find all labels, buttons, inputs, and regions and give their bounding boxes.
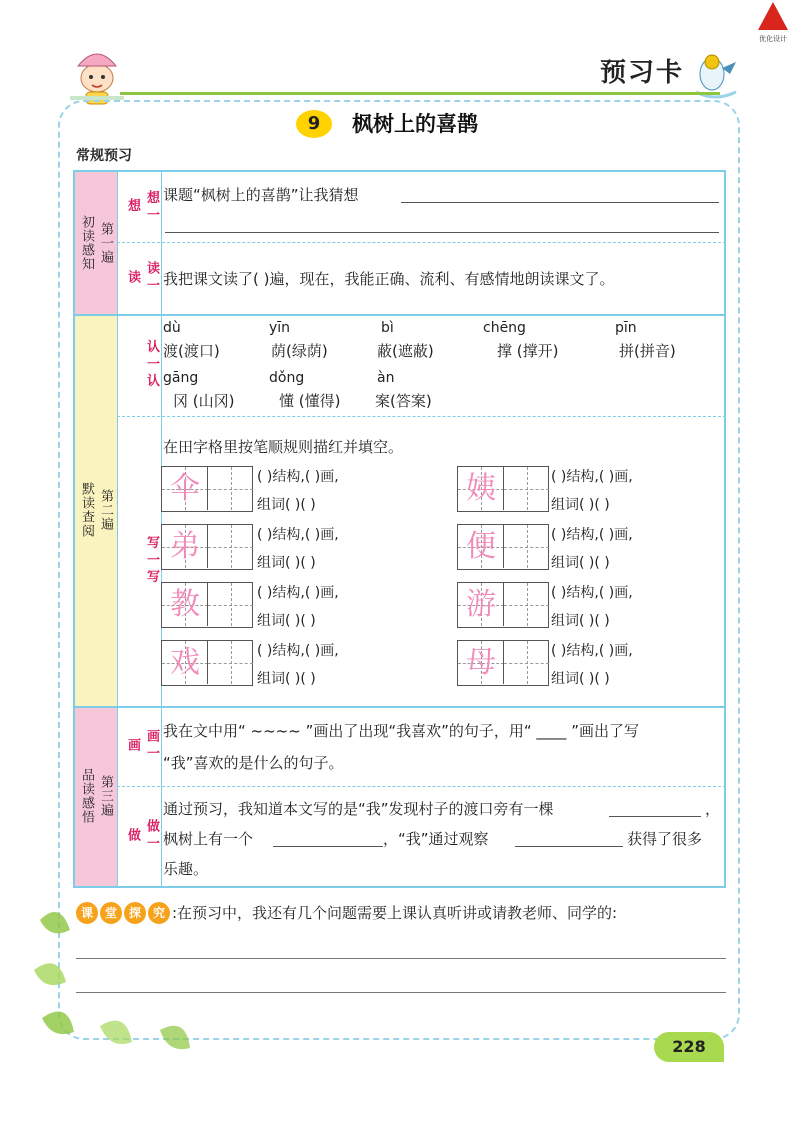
trace-cell — [458, 525, 504, 568]
trace-cell — [162, 641, 208, 684]
structure-blank[interactable]: ( )结构,( )画, — [551, 643, 633, 659]
draw-instruction-line1: 我在文中用“ ~~~~ ”画出了出现“我喜欢”的句子，用“ ____ ”画出了写 — [163, 722, 639, 740]
explore-bead: 究 — [148, 902, 170, 924]
divider — [117, 242, 726, 243]
word-blank[interactable]: 组词( )( ) — [551, 497, 610, 513]
card-title: 预习卡 — [600, 58, 685, 88]
write-cell[interactable] — [503, 467, 549, 510]
pinyin: chēng — [483, 320, 526, 336]
word-blank[interactable]: 组词( )( ) — [257, 671, 316, 687]
pinyin: yīn — [269, 320, 291, 336]
trace-cell — [458, 583, 504, 626]
vocab-word: 荫(绿荫) — [271, 342, 328, 360]
vocab-word: 蔽(遮蔽) — [377, 342, 434, 360]
phase-2-desc: 默读查阅 — [79, 482, 94, 538]
trace-cell — [458, 641, 504, 684]
explore-prompt: :在预习中，我还有几个问题需要上课认真听讲或请教老师、同学的: — [172, 904, 618, 922]
pinyin: àn — [377, 370, 395, 386]
tianzige — [457, 524, 549, 570]
write-cell[interactable] — [207, 467, 253, 510]
answer-blank[interactable] — [401, 202, 719, 203]
do-line2-part2: ，“我”通过观察 — [383, 830, 489, 848]
explore-bead: 堂 — [100, 902, 122, 924]
trace-character: 姨 — [466, 471, 496, 506]
vocab-word: 撑 (撑开) — [497, 342, 559, 360]
do-line3: 乐趣。 — [163, 860, 209, 878]
tianzige — [161, 524, 253, 570]
write-cell[interactable] — [503, 641, 549, 684]
preview-table — [73, 170, 726, 888]
vocab-word: 案(答案) — [375, 392, 432, 410]
header-divider — [120, 92, 720, 95]
write-cell[interactable] — [503, 525, 549, 568]
answer-blank[interactable] — [609, 816, 701, 817]
explore-bead: 探 — [124, 902, 146, 924]
draw-instruction-line2: “我”喜欢的是什么的句子。 — [163, 754, 344, 772]
tianzige — [161, 640, 253, 686]
logo-text: 优化设计 — [759, 35, 787, 43]
think-prompt: 课题“枫树上的喜鹊”让我猜想 — [163, 186, 359, 204]
lesson-number-badge: 9 — [296, 110, 332, 138]
word-blank[interactable]: 组词( )( ) — [551, 671, 610, 687]
tianzige — [457, 582, 549, 628]
word-blank[interactable]: 组词( )( ) — [551, 555, 610, 571]
trace-cell — [162, 583, 208, 626]
logo-triangle-icon — [758, 2, 788, 30]
do-line1-end: ， — [705, 800, 721, 818]
trace-character: 教 — [170, 587, 200, 622]
section-label: 常规预习 — [76, 148, 132, 164]
vocab-word: 拼(拼音) — [619, 342, 676, 360]
tianzige — [161, 466, 253, 512]
write-instruction: 在田字格里按笔顺规则描红并填空。 — [163, 438, 404, 456]
task-think: 想一想 — [125, 190, 159, 224]
bird-illustration — [690, 44, 740, 104]
trace-character: 母 — [466, 645, 496, 680]
mascot-illustration — [66, 40, 128, 106]
phase-3-cell — [75, 706, 117, 886]
task-recognize: 认一认 — [144, 339, 159, 391]
structure-blank[interactable]: ( )结构,( )画, — [257, 585, 339, 601]
word-blank[interactable]: 组词( )( ) — [257, 613, 316, 629]
pinyin: pīn — [615, 320, 637, 336]
do-line2-part3: 获得了很多 — [627, 830, 703, 848]
divider — [117, 172, 118, 886]
trace-character: 便 — [466, 529, 496, 564]
structure-blank[interactable]: ( )结构,( )画, — [257, 527, 339, 543]
structure-blank[interactable]: ( )结构,( )画, — [257, 469, 339, 485]
task-draw: 画一画 — [125, 729, 159, 763]
tianzige — [457, 640, 549, 686]
word-blank[interactable]: 组词( )( ) — [257, 497, 316, 513]
vocab-word: 懂 (懂得) — [279, 392, 341, 410]
structure-blank[interactable]: ( )结构,( )画, — [551, 527, 633, 543]
trace-character: 弟 — [170, 529, 200, 564]
phase-2-label: 第二遍 — [98, 489, 113, 531]
page-number: 228 — [654, 1032, 724, 1062]
phase-3-desc: 品读感悟 — [79, 768, 94, 824]
structure-blank[interactable]: ( )结构,( )画, — [551, 585, 633, 601]
vocab-word: 渡(渡口) — [163, 342, 220, 360]
trace-cell — [162, 525, 208, 568]
task-write: 写一写 — [144, 535, 159, 587]
answer-blank[interactable] — [515, 846, 623, 847]
write-cell[interactable] — [207, 525, 253, 568]
tianzige — [161, 582, 253, 628]
tianzige — [457, 466, 549, 512]
write-cell[interactable] — [207, 583, 253, 626]
divider — [75, 706, 726, 708]
phase-1-label: 第一遍 — [98, 222, 113, 264]
structure-blank[interactable]: ( )结构,( )画, — [257, 643, 339, 659]
publisher-logo — [748, 2, 798, 50]
word-blank[interactable]: 组词( )( ) — [551, 613, 610, 629]
pinyin: dǒng — [269, 370, 305, 386]
read-statement: 我把课文读了( )遍，现在，我能正确、流利、有感情地朗读课文了。 — [163, 270, 615, 288]
trace-character: 戏 — [170, 645, 200, 680]
divider — [75, 314, 726, 316]
vocab-word: 冈 (山冈) — [173, 392, 235, 410]
phase-1-cell — [75, 172, 117, 314]
pinyin: dù — [163, 320, 181, 336]
leaf-decoration — [30, 900, 220, 1060]
lesson-title: 枫树上的喜鹊 — [352, 112, 478, 136]
write-cell[interactable] — [207, 641, 253, 684]
pinyin: bì — [381, 320, 394, 336]
answer-blank[interactable] — [273, 846, 383, 847]
phase-1-desc: 初读感知 — [79, 215, 94, 271]
trace-character: 伞 — [170, 471, 200, 506]
phase-2-cell — [75, 314, 117, 706]
task-do: 做一做 — [125, 819, 159, 853]
word-blank[interactable]: 组词( )( ) — [257, 555, 316, 571]
structure-blank[interactable]: ( )结构,( )画, — [551, 469, 633, 485]
trace-character: 游 — [466, 587, 496, 622]
do-line2-part1: 枫树上有一个 — [163, 830, 254, 848]
trace-cell — [162, 467, 208, 510]
divider — [117, 416, 726, 417]
task-read: 读一读 — [125, 261, 159, 295]
do-line1: 通过预习，我知道本文写的是“我”发现村子的渡口旁有一棵 — [163, 800, 554, 818]
pinyin: gāng — [163, 370, 199, 386]
phase-3-label: 第三遍 — [98, 775, 113, 817]
answer-blank[interactable] — [165, 232, 719, 233]
trace-cell — [458, 467, 504, 510]
write-cell[interactable] — [503, 583, 549, 626]
explore-bead: 课 — [76, 902, 98, 924]
divider — [117, 786, 726, 787]
